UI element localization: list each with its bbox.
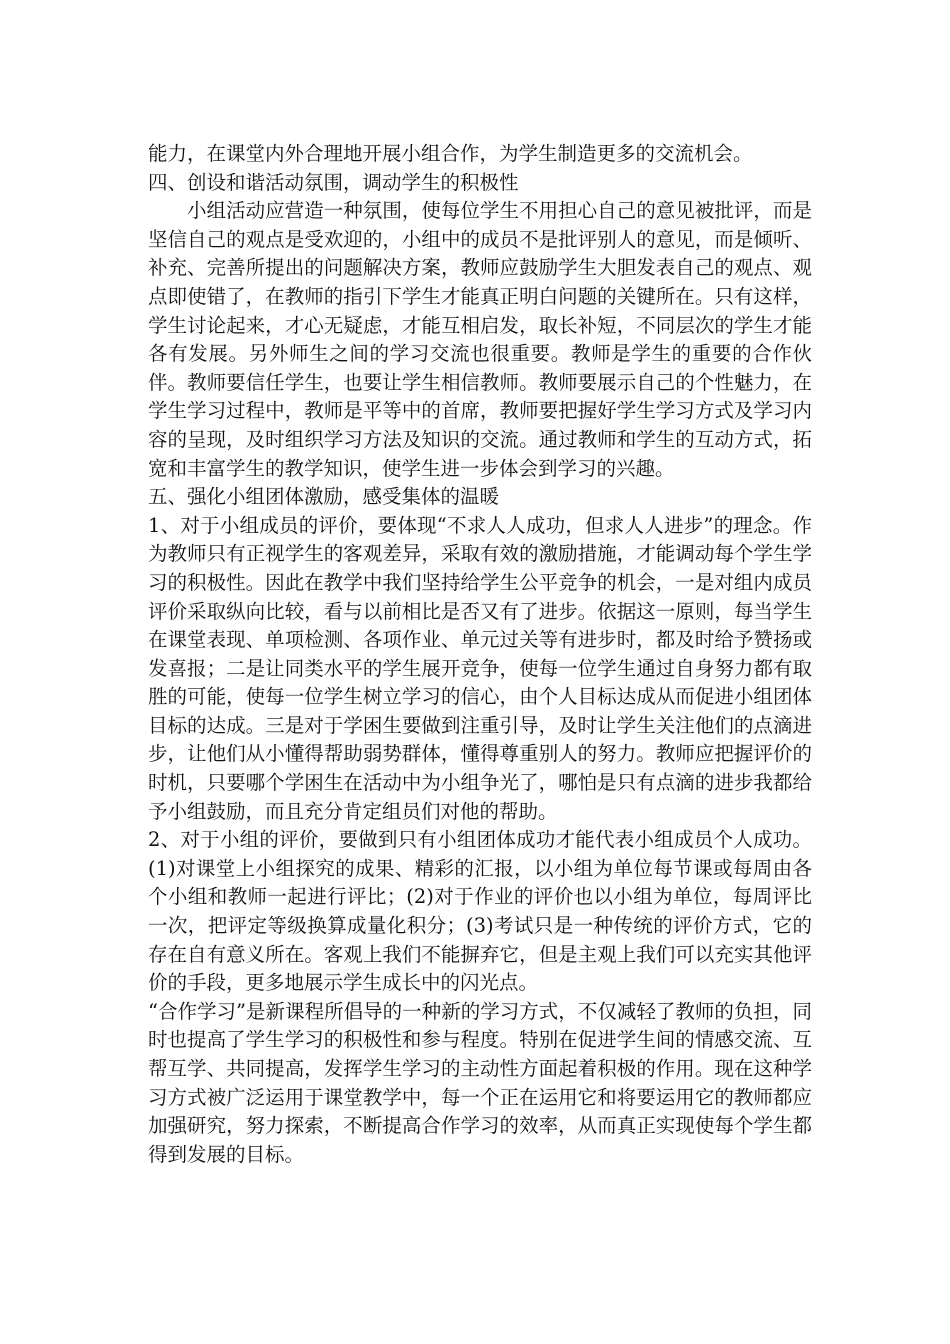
section-heading-4: 四、创设和谐活动氛围，调动学生的积极性 — [148, 170, 519, 194]
section-heading-5: 五、强化小组团体激励，感受集体的温暖 — [148, 485, 500, 509]
document-body — [148, 140, 812, 1169]
paragraph-item-2: 2、对于小组的评价，要做到只有小组团体成功才能代表小组成员个人成功。(1)对课堂上小组探究的成果、精彩的汇报，以小组为单位每节课或每周由各个小组和教师一起进行评比；(2)对于作业的评价也以小组为单位，每周评比一次，把评定等级换算成量化积分；(3)考试只是一种传统的评价方式，它的存在自有意义所在。客观上我们不能摒弃它，但是主观上我们可以充实其他评价的手段，更多地展示学生成长中的闪光点。 — [148, 828, 812, 995]
paragraph-item-1: 1、对于小组成员的评价，要体现“不求人人成功，但求人人进步”的理念。作为教师只有正视学生的客观差异，采取有效的激励措施，才能调动每个学生学习的积极性。因此在教学中我们坚持给学生公平竞争的机会，一是对组内成员评价采取纵向比较，看与以前相比是否又有了进步。依据这一原则，每当学生在课堂表现、单项检测、各项作业、单元过关等有进步时，都及时给予赞扬或发喜报；二是让同类水平的学生展开竞争，使每一位学生通过自身努力都有取胜的可能，使每一位学生树立学习的信心，由个人目标达成从而促进小组团体目标的达成。三是对于学困生要做到注重引导，及时让学生关注他们的点滴进步，让他们从小懂得帮助弱势群体，懂得尊重别人的努力。教师应把握评价的时机，只要哪个学困生在活动中为小组争光了，哪怕是只有点滴的进步我都给予小组鼓励，而且充分肯定组员们对他的帮助。 — [148, 513, 812, 823]
paragraph-intro-end: 能力，在课堂内外合理地开展小组合作，为学生制造更多的交流机会。 — [148, 142, 753, 165]
paragraph-section-4: 小组活动应营造一种氛围，使每位学生不用担心自己的意见被批评，而是坚信自己的观点是受欢迎的，小组中的成员不是批评别人的意见，而是倾听、补充、完善所提出的问题解决方案，教师应鼓励学生大胆发表自己的观点、观点即使错了，在教师的指引下学生才能真正明白问题的关键所在。只有这样，学生讨论起来，才心无疑虑，才能互相启发，取长补短，不同层次的学生才能各有发展。另外师生之间的学习交流也很重要。教师是学生的重要的合作伙伴。教师要信任学生，也要让学生相信教师。教师要展示自己的个性魅力，在学生学习过程中，教师是平等中的首席，教师要把握好学生学习方式及学习内容的呈现，及时组织学习方法及知识的交流。通过教师和学生的互动方式，拓宽和丰富学生的教学知识，使学生进一步体会到学习的兴趣。 — [148, 199, 812, 480]
paragraph-conclusion: “合作学习”是新课程所倡导的一种新的学习方式，不仅减轻了教师的负担，同时也提高了学生学习的积极性和参与程度。特别在促进学生间的情感交流、互帮互学、共同提高，发挥学生学习的主动性方面起着积极的作用。现在这种学习方式被广泛运用于课堂教学中，每一个正在运用它和将要运用它的教师都应加强研究，努力探索，不断提高合作学习的效率，从而真正实现使每个学生都得到发展的目标。 — [148, 999, 812, 1166]
